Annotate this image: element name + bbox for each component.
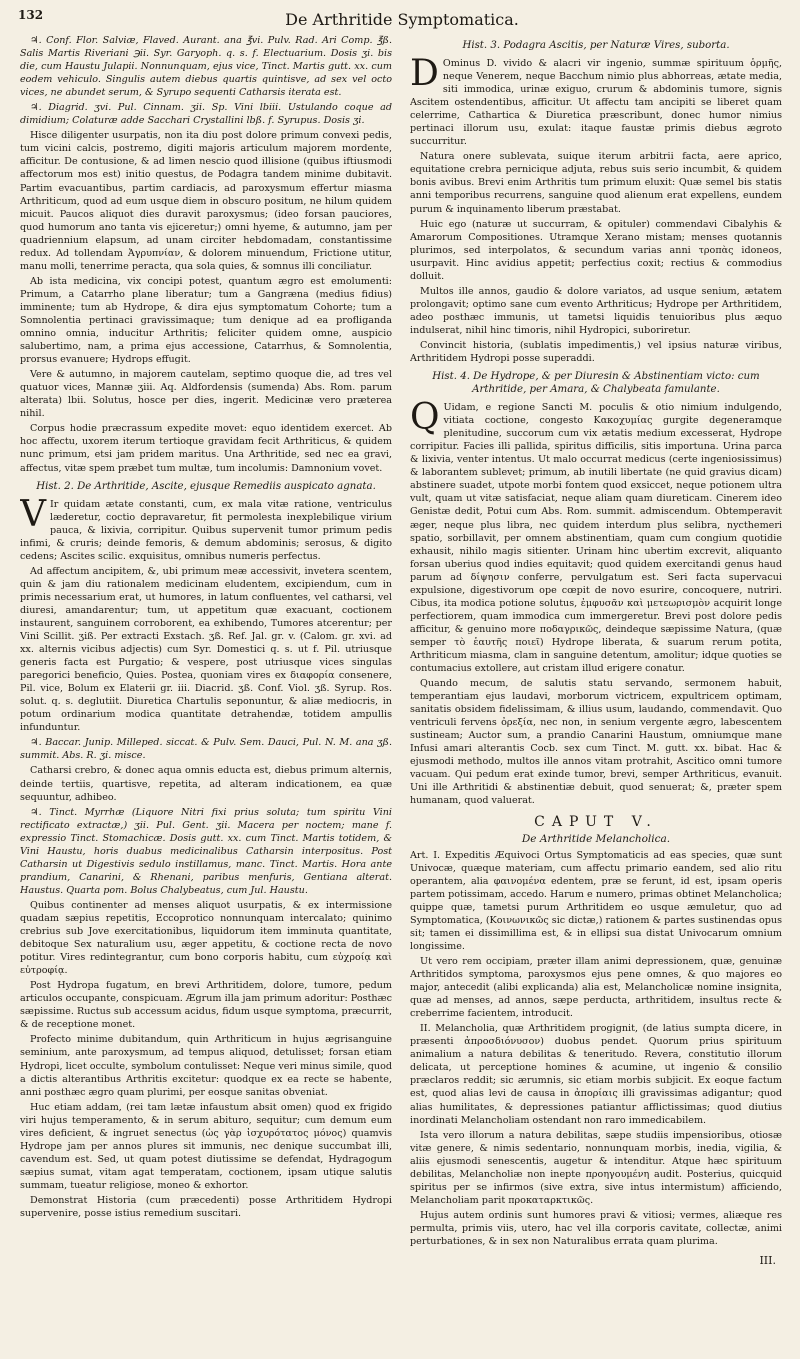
paragraph [410, 677, 782, 807]
paragraph [410, 150, 782, 215]
paragraph [410, 849, 782, 953]
paragraph-text: Convincit historia, (sublatis impedimentis,) vel ipsius naturæ viribus, Arthritidem Hydropi posse superaddi. [410, 339, 782, 365]
paragraph-text: Quibus continenter ad menses aliquot usurpatis, & ex intermissione quadam sæpius repetitis, Eccoprotico nonnunquam intercalato; quinimo crebrius sub Jove exercitationibus, liquidorum item imminuta quantitate, debitoque Sex naturalium usu, æger appetitu, & coctione recta de novo potitur. Vires redintegrantur, cum bono corporis habitu, cum εὐχροίᾳ καὶ εὐτροφίᾳ. [20, 899, 392, 977]
paragraph-text: Ab ista medicina, vix concipi potest, quantum ægro est emolumenti: Primum, a Catarrho plane liberatur; tum a Gangræna (medius fidius) imminente; tum ab Hydrope, & dira ejus symptomatum Cohorte; tum a Somnolentia pertinaci gravissimaque; tum denique ad ea profliganda omnino omnia, inducitur Arthritis; feliciter quidem omne, auspicio salubertimo, nam, a prima ejus accessione, Catarrhus, & Somnolentia, prorsus evanuere; Hydrops effugit. [20, 275, 392, 366]
page-number: 132 [18, 8, 44, 22]
paragraph [20, 899, 392, 977]
drop-cap: Q [410, 397, 440, 439]
paragraph-text: Hujus autem ordinis sunt humores pravi & vitiosi; vermes, aliæque res permulta, primis viis, utero, hac vel illa corporis cavitate, collectæ, animi perturbationes, & in sex non Naturalibus errata quam plurima. [410, 1209, 782, 1247]
paragraph-text: Hisce diligenter usurpatis, non ita diu post dolore primum convexi pedis, tum vicini calcis, postremo, digiti majoris articulum majorem mordente, afficitur. De contusione, & ad limen nescio quod illisione (quibus iftiusmodi affectorum mos est) initio questus, de Podagra tandem minime dubitavit. Partim evacuantibus, partim cardiacis, ad paroxysmum effertur miasma Arthriticum, quod ad eum usque diem in obscuro positum, ne hilum quidem micuit. Paucos aliquot dies duravit paroxysmus; (ideo forsan pauciores, quod humorum ano tanta vis ejiceretur;) omni hyeme, & autumno, jam per quadriennium elapsum, ad unam circiter hebdomadam, constantissime redux. Ad tollendam Ἀγρυπνίαν, & dolorem minuendum, Frictione utitur, manu molli, tenerrime peracta, qua sola quies, & somnus illi conciliatur. [20, 130, 392, 272]
paragraph-text: Ad affectum ancipitem, &, ubi primum meæ accessivit, invetera scentem, quin & jam diu rationalem medicinam eludentem, excipiendum, cum in primis necessarium erat, ut humores, in latum confluentes, vel catharsi, vel diuresi, amandarentur; tum, ut appetitum quæ exacuant, coctionem instaurent, sanguinem corroborent, ea exhibendo, Tumores atcerentur; per Vini Scillit. ʒiß. Per extracti Exstach. ʒß. Ref. Jal. gr. v. (Calom. gr. xvi. ad xx. alternis vicibus adjectis) cum Syr. Domestici q. s. ut f. Pil. utriusque generis facta est Purgatio; & vespere, post utriusque vices singulas paregorici beneficio, Quies. Postea, quoniam vires ex διαφορία consenere, Pil. vice, Bolum ex Elaterii gr. iii. Diacrid. ʒß. Conf. Viol. ʒß. Syrup. Ros. solut. q. s. deglutiit. Diuretica Chartulis seponuntur, & aliæ mediocris, in potum ordinarium modica quantitate detrahendæ, totidem ampullis infunduntur. [20, 565, 392, 734]
drop-cap: V [20, 493, 46, 535]
paragraph [20, 129, 392, 273]
paragraph-text: Profecto minime dubitandum, quin Arthriticum in hujus ægrisanguine seminium, ante paroxysmum, ad tempus aliquod, detulisset; forsan etiam Hydropi, licet occulte, symbolum contulisset: Neque veri minus simile, quod a dictis alterantibus Arthritis excitetur: quodque ex ea recte se habente, anni posthæc ægro quam plurimi, per eosque sanitas obveniat. [20, 1034, 392, 1098]
paragraph [410, 1129, 782, 1207]
paragraph [20, 764, 392, 803]
paragraph-text: ♃. Conf. Flor. Salviæ, Flaved. Aurant. ana ℥vi. Pulv. Rad. Ari Comp. ℥ß. Salis Martis Riveriani ℈ii. Syr. Garyoph. q. s. f. Electuarium. Dosis ʒi. bis die, cum Haustu Julapii. Nonnunquam, ejus vice, Tinct. Martis gutt. xx. cum eodem vehiculo. Singulis autem diebus quartis quintisve, ad sex vel octo vices, ne abundet serum, & Syrupo sequenti Catharsis iterata est. [20, 35, 392, 99]
book-page [18, 8, 786, 1348]
paragraph-text: Multos ille annos, gaudio & dolore variatos, ad usque senium, ætatem prolongavit; optimo sane cum evento Arthriticus; Hydrope per Arthritidem, adeo posthæc immunis, ut tametsi liquidis tenuioribus plus æquo indulserat, nihil hinc timoris, nihil Hydropici, suboriretur. [410, 285, 782, 336]
paragraph [20, 979, 392, 1031]
paragraph-text: Corpus hodie præcrassum expedite movet: equo identidem exercet. Ab hoc affectu, uxorem iterum tertioque gravidam fecit Arthriticus, & quidem nunc primum, etsi jam pridem maritus. Una Arthritide, sed nec ea gravi, affectus, vitæ spem præbet tum multæ, tum incolumis: Damnonium vovet. [20, 423, 392, 474]
paragraph-text: Art. I. Expeditis Æquivoci Ortus Symptomaticis ad eas species, quæ sunt Univocæ, quæque materiam, cum affectu primario eandem, sed alio ritu operantem, alia φαινομένα edentem, præ se ferunt, id est, ipsam operis partem potissimam, accedo. Harum e numero, primas obtinet Melancholica; quippe quæ, tametsi purum Arthritidem eo usque æmuletur, quo ad Symptomatica, (Κοινωνικῶς sic dictæ,) rationem & partes sustinendas opus sit; tamen ei dissimillima est, & in ellipsi sua distat Univocarum omnium longissime. [410, 849, 782, 952]
paragraph-text: ♃. Diagrid. ʒvi. Pul. Cinnam. ʒii. Sp. Vini lbiii. Ustulando coque ad dimidium; Colaturæ adde Sacchari Crystallini lbß. f. Syrupus. Dosis ʒi. [20, 102, 392, 127]
prescription-paragraph [20, 806, 392, 897]
paragraph-text: Huic ego (naturæ ut succurram, & opituler) commendavi Cibalyhis & Amarorum Compositiones. Utramque Xerano mistam; menses quotannis plurimos, sed interpolatos, & secundum varias anni τροπὰς idoneos, usurpavit. Hinc avidius appetit; perfectius coxit; rectius & commodius dolluit. [410, 218, 782, 282]
catchword: III. [759, 1254, 776, 1268]
history-heading: Hist. 2. De Arthritide, Ascite, ejusque Remediis auspicato agnata. [36, 480, 376, 492]
paragraph [20, 565, 392, 735]
prescription-paragraph [20, 736, 392, 762]
paragraph-text: Ir quidam ætate constanti, cum, ex mala vitæ ratione, ventriculus læderetur, coctio depravaretur, fit permolesta inexplebilique virium pauca, & lixivia, corripitur. Quibus supervenit tumor primum pedis infimi, & cruris; deinde femoris, & demum abdominis; serosus, & digito cedens; Ascites scilic. exquisitus, omnibus numeris perfectus. [20, 498, 392, 562]
left-column [20, 34, 392, 1334]
chapter-heading: CAPUT V. [534, 813, 658, 830]
paragraph-text: Huc etiam addam, (rei tam lætæ infaustum absit omen) quod ex frigido viri hujus temperamento, & in serum abituro, sequitur; cum demum eum vires deficient, & ingruet senectus (ὡς γὰρ ἰσχυρότατος μόνος) quamvis Hydrope jam per annos plures sit immunis, nec denique succumbat illi, cavendum est. Sed, ut quam potest diutissime se defendat, Hydragogum sæpius sumat, vitam agat temperatam, coctionem, ipsam utique salutis summam, tueatur religiose, moneo & exhortor. [20, 1101, 392, 1191]
prescription-paragraph [20, 101, 392, 127]
paragraph-text: Ominus D. vivido & alacri vir ingenio, summæ spirituum ὁρμῆς, neque Venerem, neque Bacchum nimio plus abhorreas, ætate media, siti immodica, urinæ exiguo, crurum & abdominis tumore, signis Ascitem ostendentibus, afficitur. Ut affectu tam ancipiti se liberet quam celerrime, Cathartica & Diuretica præscribunt, donec humor nimius pertinaci illorum usu, exulat: itaque faustæ primis diebus ægroto succurritur. [410, 58, 782, 148]
paragraph [410, 218, 782, 283]
section-title: De Arthritide Melancholica. [521, 832, 671, 845]
paragraph-text: Uidam, e regione Sancti M. poculis & otio nimium indulgendo, vitiata coctione, congesto Κακοχυμίας gurgite degeneramque plenitudine, succorum cum vix ætatis medium excesserat, Hydrope corripitur. Facies illi pallida, spiritus difficilis, sitis importuna. Urina parca & lixivia, venter intentus. Ut malo occurrat medicus (certe ingeniosissimus) & laborantem sublevet; primum, ab inutili libertate (ne quid gravius dicam) abstinere suadet, utpote morbi fontem quod exsiccet, neque potionem ultra vult, quam ut vitæ satisfaciat, neque aliam quam diureticam. Cinerem ideo Genistæ dedit, Potui cum Abs. Rom. summit. admiscendum. Obtemperavit æger, neque plus libra, nec quidem interdum plus selibra, nycthemeri spatio, sorbillavit, per omnem abstinentiam, quam cum congium quotidie exhausit, nihilo magis sitienter. Urinam hinc ubertim excrevit, aliquanto forsan uberius quod indies equitavit; quod quidem exercitandi genus haud parum ad δίψησιν conferre, pervulgatum est. Seri facta supervacui expulsione, digestivorum ope cœpit de novo esurire, concoquere, nutriri. Cibus, ita modica potione solutus, ἐμφυσᾶν καὶ μετεωρισμὸν acquirit longe perfectiorem, quam immodica cum immergeretur. Brevi post dolore pedis afficitur, & genuino more ποδαγρικῶς, deindeque sæpissime Natura, (quæ semper τὸ ἑαυτῆς ποιεῖ) Hydrope liberata, & suarum rerum potita, Arthriticum miasma, clam in sanguine detentum, amolitur; idque quoties se contumacius extollere, aut cristam illud erigere conatur. [410, 402, 782, 675]
drop-cap: D [410, 53, 439, 94]
paragraph [20, 1194, 392, 1220]
paragraph-text: Quando mecum, de salutis statu servando, sermonem habuit, temperantiam ejus laudavi, morborum victricem, expultricem optimam, sanitatis obsidem fidelissimam, & illius usum, laudando, commendavit. Quo ventriculi fervens ὀρεξία, nec non, in senium vergente ægro, labescentem sustineam; Auctor sum, a prandio Canarini Haustum, omniumque mane Infusi amari alterantis Cocb. sex cum Tinct. M. gutt. xx. bibat. Hac & ejusmodi methodo, multos ille annos vitam protrahit, Ascitico omni tumore vacuam. Qui pedum erat exinde tumor, brevi, semper Arthriticus, evanuit. Uni ille Arthritidi & abstinentiæ debuit, quod senuerat; &, præter spem humanam, quod valuerat. [410, 678, 782, 807]
paragraph-text: Natura onere sublevata, suique iterum arbitrii facta, aere aprico, equitatione crebra pernicique adjuta, rebus suis serio incumbit, & quidem bonis avibus. Brevi enim Arthritis tum primum eluxit: Quæ semel bis statis anni temporibus recurrens, sanguine quod alienum erat expellens, eundem purum & inquinamento liberum præstabat. [410, 151, 782, 215]
paragraph-text: Vere & autumno, in majorem cautelam, septimo quoque die, ad tres vel quatuor vices, Mannæ ʒiii. Aq. Aldfordensis (sumenda) Abs. Rom. parum alterata) lbii. Solutus, hosce per dies, ingerit. Medicinæ vero præterea nihil. [20, 369, 392, 420]
paragraph-text: Ut vero rem occipiam, præter illam animi depressionem, quæ, genuinæ Arthritidos symptoma, paroxysmos ejus pene omnes, & quo majores eo major, antecedit (alibi explicanda) alia est, Melancholicæ nomine insignita, quæ ad menses, ad annos, sæpe perducta, arthritidem, insultus recte & creberrime facientem, introducit. [410, 956, 782, 1020]
paragraph [410, 53, 782, 148]
paragraph [410, 339, 782, 365]
paragraph [410, 955, 782, 1020]
paragraph-text: ♃. Baccar. Junip. Milleped. siccat. & Pulv. Sem. Dauci, Pul. N. M. ana ʒß. summit. Abs. R. ʒi. misce. [20, 737, 392, 762]
paragraph [20, 493, 392, 563]
paragraph [410, 397, 782, 675]
paragraph [20, 275, 392, 366]
paragraph-text: II. Melancholia, quæ Arthritidem progignit, (de latius sumpta dicere, in præsenti ἀπροσδιόνυσον) duobus pendet. Quorum prius spirituum animalium a natura debilitas & teneritudo. Revera, constitutio illorum delicata, ut perceptione homines & acumine, ut ingenio & consilio præclaros reddit; sic ærumnis, sic etiam morbis subjicit. Ex eoque factum est, quod alias levi de causa in ἀπορίαις illi gravissimas adigantur; quod alias humilitates, & depressiones patiantur afflictissimas; quod diutius inordinati Melancholiam ostendant non raro immedicabilem. [410, 1023, 782, 1126]
paragraph [20, 368, 392, 420]
page-header [18, 8, 786, 30]
paragraph-text: Catharsi crebro, & donec aqua omnis educta est, diebus primum alternis, deinde tertiis, quartisve, repetita, ad alteram indicationem, ea quæ sequuntur, adhibeo. [20, 765, 392, 803]
paragraph [20, 422, 392, 474]
paragraph [410, 1022, 782, 1126]
paragraph [20, 1101, 392, 1192]
prescription-paragraph [20, 34, 392, 99]
paragraph-text: Ista vero illorum a natura debilitas, sæpe studiis impensioribus, otiosæ vitæ genere, & nimis sedentario, nonnunquam morbis, inedia, vigilia, & aliis ejusmodi senescentis, augetur & intenditur. Atque hæc spirituum debilitas, Melancholiæ non inepte προηγουμένη audit. Posterius, quicquid spiritus per se infirmos (sive extra, sive intus intermistum) afficiendo, Melancholiam parit προκαταρκτικῶς. [410, 1129, 782, 1206]
history-heading: Hist. 3. Podagra Ascitis, per Naturæ Vires, suborta. [462, 40, 730, 51]
paragraph [410, 1209, 782, 1248]
paragraph-text: ♃. Tinct. Myrrhæ (Liquore Nitri fixi prius soluta; tum spiritu Vini rectificato extractæ,) ʒii. Pul. Gent. ʒii. Macera per noctem; mane f. expressio Tinct. Stomachicæ. Dosis gutt. xx. cum Tinct. Martis totidem, & Vini Haustu, horis duabus medicinalibus Catharsin interpositus. Post Catharsin ut Digestivis sedulo instillamus, manc. Tinct. Martis. Hora ante prandium, Canarini, & Rhenani, paribus menfuris, Gentiana alterat. Haustus. Quarta pom. Bolus Chalybeatus, cum Jul. Haustu. [20, 806, 392, 896]
paragraph [410, 285, 782, 337]
paragraph [20, 1033, 392, 1098]
two-column-body [18, 34, 786, 1334]
right-column [410, 34, 782, 1334]
paragraph-text: Post Hydropa fugatum, en brevi Arthritidem, dolore, tumore, pedum articulos occupante, conspicuam. Ægrum illa jam primum adoritur: Posthæc sæpissime. Ructus sub accessum acidus, fidum usque symptoma, præcurrit, & de receptione monet. [20, 980, 392, 1031]
running-title: De Arthritide Symptomatica. [285, 10, 519, 29]
history-heading: Hist. 4. De Hydrope, & per Diuresin & Abstinentiam victo: cum Arthritide, per Amara, & Chalybeata famulante. [432, 371, 760, 396]
paragraph-text: Demonstrat Historia (cum præcedenti) posse Arthritidem Hydropi supervenire, posse istius remedium suscitari. [20, 1194, 392, 1220]
